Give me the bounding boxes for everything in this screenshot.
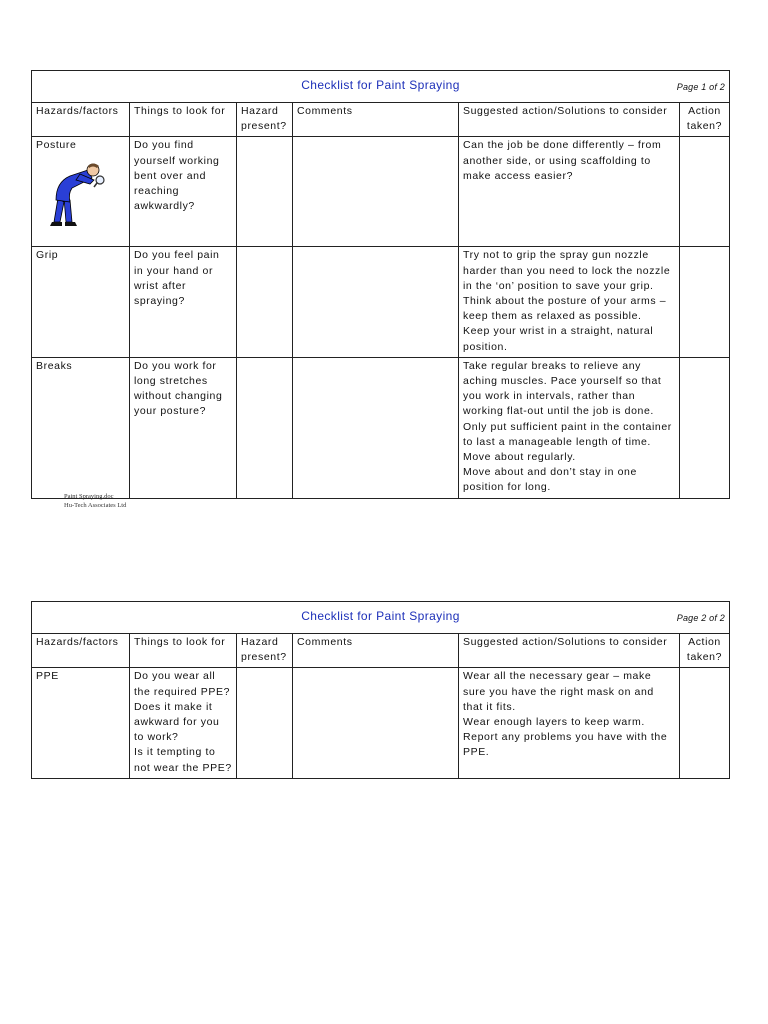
checklist-table-page-1	[31, 70, 730, 499]
hazard-label: Posture	[36, 139, 77, 152]
things-cell: Do you find yourself working bent over and reaching awkwardly?	[130, 137, 237, 247]
header-comments: Comments	[293, 103, 459, 137]
comments-cell[interactable]	[293, 247, 459, 357]
things-cell: Do you feel pain in your hand or wrist after spraying?	[130, 247, 237, 357]
header-action-taken: Action taken?	[680, 103, 730, 137]
things-cell: Do you work for long stretches without changing your posture?	[130, 357, 237, 498]
header-comments: Comments	[293, 634, 459, 668]
page-number: Page 2 of 2	[676, 613, 725, 623]
hazard-present-cell[interactable]	[237, 247, 293, 357]
action-taken-cell[interactable]	[680, 668, 730, 778]
title-cell	[32, 602, 730, 634]
header-things: Things to look for	[130, 634, 237, 668]
header-action-taken: Action taken?	[680, 634, 730, 668]
header-suggested: Suggested action/Solutions to consider	[459, 103, 680, 137]
table-row	[32, 668, 730, 778]
hazard-cell	[32, 137, 130, 247]
title-cell	[32, 71, 730, 103]
hazard-label: PPE	[32, 668, 130, 778]
comments-cell[interactable]	[293, 668, 459, 778]
suggestions-cell: Take regular breaks to relieve any aching muscles. Pace yourself so that you work in intervals, rather than working flat-out until the job is done. Only put sufficient paint in the container to last a manageable length of time. Move about regularly. Move about and don’t stay in one position for long.	[459, 357, 680, 498]
comments-cell[interactable]	[293, 137, 459, 247]
hazard-present-cell[interactable]	[237, 668, 293, 778]
header-hazards: Hazards/factors	[32, 103, 130, 137]
action-taken-cell[interactable]	[680, 137, 730, 247]
header-things: Things to look for	[130, 103, 237, 137]
suggestions-cell: Can the job be done differently – from another side, or using scaffolding to make access easier?	[459, 137, 680, 247]
document-footer	[64, 493, 126, 510]
hazard-label: Grip	[32, 247, 130, 357]
comments-cell[interactable]	[293, 357, 459, 498]
table-row	[32, 247, 730, 357]
header-hazard-present: Hazard present?	[237, 634, 293, 668]
header-row	[32, 103, 730, 137]
header-hazards: Hazards/factors	[32, 634, 130, 668]
header-row	[32, 634, 730, 668]
header-hazard-present: Hazard present?	[237, 103, 293, 137]
bent-over-worker-with-magnifier-icon	[50, 158, 106, 228]
footer-filename: Paint Spraying.doc	[64, 493, 114, 500]
hazard-present-cell[interactable]	[237, 137, 293, 247]
hazard-label: Breaks	[32, 357, 130, 498]
footer-company: Hu-Tech Associates Ltd	[64, 501, 127, 509]
page-title: Checklist for Paint Spraying	[301, 609, 460, 623]
table-row	[32, 357, 730, 498]
action-taken-cell[interactable]	[680, 247, 730, 357]
table-row	[32, 137, 730, 247]
page-number: Page 1 of 2	[676, 82, 725, 92]
hazard-present-cell[interactable]	[237, 357, 293, 498]
checklist-table-page-2	[31, 601, 730, 779]
suggestions-cell: Wear all the necessary gear – make sure you have the right mask on and that it fits. Wear enough layers to keep warm. Report any problems you have with the PPE.	[459, 668, 680, 778]
header-suggested: Suggested action/Solutions to consider	[459, 634, 680, 668]
action-taken-cell[interactable]	[680, 357, 730, 498]
suggestions-cell: Try not to grip the spray gun nozzle harder than you need to lock the nozzle in the ‘on’ position to save your grip. Think about the posture of your arms – keep them as relaxed as possible. Keep your wrist in a straight, natural position.	[459, 247, 680, 357]
things-cell: Do you wear all the required PPE? Does it make it awkward for you to work? Is it tempting to not wear the PPE?	[130, 668, 237, 778]
page-title: Checklist for Paint Spraying	[301, 78, 460, 92]
